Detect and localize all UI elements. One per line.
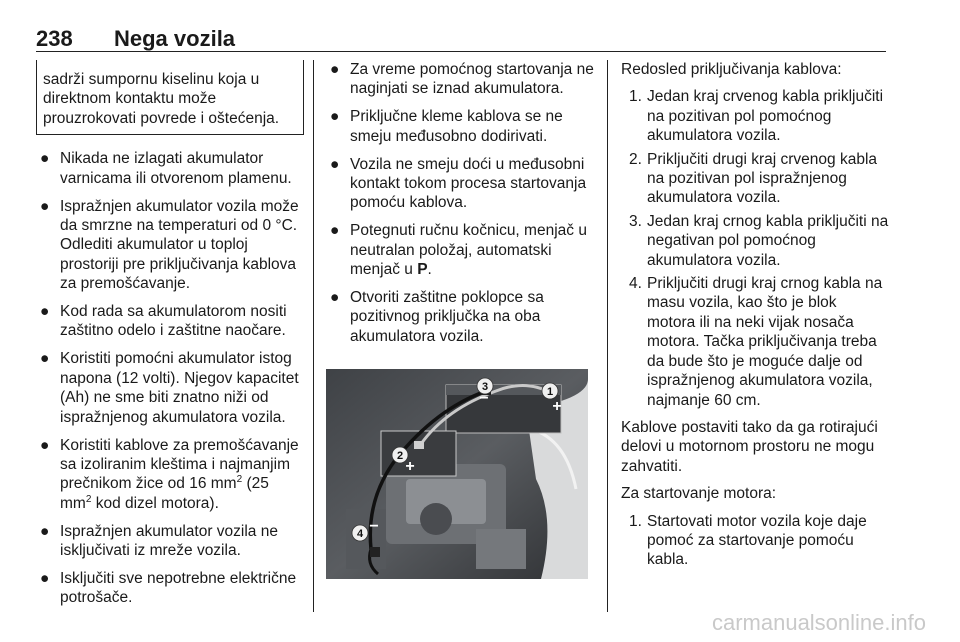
list-item: ● Otvoriti zaštitne poklopce sa pozitivnog priključka na oba akumulatora vozila. — [330, 289, 544, 345]
brake-text: Potegnuti ručnu kočnicu, menjač u neutralan položaj, automatski menjač u — [350, 222, 587, 279]
gear-p: P — [417, 261, 428, 279]
chapter-title: Nega vozila — [114, 26, 236, 51]
plus-sign-1: + — [552, 397, 562, 415]
label-3: 3 — [481, 380, 489, 393]
list-item-text: Ispražnjen akumulator vozila ne isključivati iz mreže vozila. — [60, 522, 278, 560]
step-text: Jedan kraj crnog kabla priključiti na negativan pol pomoćnog akumulatora vozila. — [647, 212, 889, 269]
routing-paragraph: Kablove postaviti tako da ga rotirajući delovi u motornom prostoru ne mogu zahvatiti. — [621, 418, 878, 475]
step-text: Startovati motor vozila koje daje pomoć za startovanje pomoću kabla. — [647, 512, 867, 569]
step-number: 1. — [629, 512, 642, 530]
label-2: 2 — [396, 449, 404, 462]
step-number: 3. — [629, 212, 642, 230]
step-item — [621, 150, 889, 208]
warning-text: sadrži sumpornu kiselinu koja u direktnom kontaktu može prouzrokovati povrede i oštećenja. — [43, 71, 280, 127]
list-item: ● Kod rada sa akumulatorom nositi zaštitno odelo i zaštitne naočare. — [40, 303, 287, 340]
list-item-text: Priključne kleme kablova se ne smeju međusobno dodirivati. — [350, 108, 563, 145]
cable-text-b: (25 mm — [60, 475, 269, 512]
warning-box — [36, 60, 304, 135]
minus-sign-4: − — [369, 517, 379, 535]
column-divider-2 — [607, 60, 608, 612]
header-rule — [36, 51, 886, 52]
step-number: 4. — [629, 275, 642, 293]
step-text: Jedan kraj crvenog kabla priključiti na pozitivan pol pomoćnog akumulatora vozila. — [647, 88, 884, 145]
step-text: Priključiti drugi kraj crnog kabla na masu vozila, kao što je blok motora ili na neki vijak nosača motora. Tačka priključivanja treba da bude što je moguće dalje od ispražnjenog akumulatora vozila, najmanje 60 cm. — [647, 275, 883, 409]
superscript: 2 — [85, 493, 92, 505]
list-item-text: Nikada ne izlagati akumulator varnicama ili otvorenom plamenu. — [60, 150, 292, 187]
page-number: 238 — [36, 26, 73, 51]
column-1 — [36, 60, 304, 616]
step-item — [621, 212, 889, 270]
brake-end: . — [427, 261, 432, 279]
start-heading: Za startovanje motora: — [621, 485, 777, 503]
sequence-intro: Redosled priključivanja kablova: — [621, 61, 842, 78]
list-item: ● Priključne kleme kablova se ne smeju međusobno dodirivati. — [330, 108, 563, 145]
list-item: ● Ispražnjen akumulator vozila ne isključivati iz mreže vozila. — [40, 522, 278, 560]
list-item-text: Kod rada sa akumulatorom nositi zaštitno odelo i zaštitne naočare. — [60, 303, 287, 340]
connection-steps — [621, 87, 889, 410]
list-item-brake: ● Potegnuti ručnu kočnicu, menjač u neutralan položaj, automatski menjač u P. — [330, 222, 587, 279]
list-item: ● Vozila ne smeju doći u međusobni kontakt tokom procesa startovanja pomoću kablova. — [330, 155, 587, 212]
column-3 — [621, 60, 889, 578]
list-item-text: Vozila ne smeju doći u međusobni kontakt tokom procesa startovanja pomoću kablova. — [350, 155, 587, 212]
step-item — [621, 512, 889, 570]
list-item-text: Koristiti pomoćni akumulator istog napona (12 volti). Njegov kapacitet (Ah) ne sme biti znatno niži od ispražnjenog akumulatora vozila. — [60, 350, 299, 426]
list-item: ● Koristiti pomoćni akumulator istog napona (12 volti). Njegov kapacitet (Ah) ne sme biti znatno niži od ispražnjenog akumulatora vozila. — [40, 350, 299, 426]
watermark: carmanualsonline.info — [711, 610, 926, 635]
cable-text-c: kod dizel motora). — [91, 494, 219, 512]
cable-text-a: Koristiti kablove za premošćavanje sa izoliranim kleštima i najmanjim prečnikom žice od 16 mm — [60, 436, 299, 493]
step-item — [621, 274, 889, 410]
step-number: 1. — [629, 88, 642, 106]
step-number: 2. — [629, 150, 642, 168]
column-2 — [326, 60, 594, 584]
list-item: ● Nikada ne izlagati akumulator varnicama ili otvorenom plamenu. — [40, 150, 292, 187]
column-divider-1 — [313, 60, 314, 612]
superscript: 2 — [236, 474, 243, 486]
label-1: 1 — [546, 385, 554, 398]
list-item-text: Otvoriti zaštitne poklopce sa pozitivnog priključka na oba akumulatora vozila. — [350, 289, 544, 345]
list-item-text: Ispražnjen akumulator vozila može da smrzne na temperaturi od 0 °C. Odlediti akumulator u toploj prostoriji pre priključivanja kablova za premošćavanje. — [60, 197, 299, 293]
label-4: 4 — [356, 527, 364, 540]
list-item: ● Za vreme pomoćnog startovanja ne naginjati se iznad akumulatora. — [330, 61, 594, 98]
list-item-cables: ● Koristiti kablove za premošćavanje sa izoliranim kleštima i najmanjim prečnikom žice od 16 $mm^2$ (25 $mm^2$ kod dizel motora). — [40, 436, 299, 512]
step-text: Priključiti drugi kraj crvenog kabla na pozitivan pol ispražnjenog akumulatora vozila. — [647, 150, 878, 207]
list-item-text: Za vreme pomoćnog startovanja ne naginjati se iznad akumulatora. — [350, 61, 594, 98]
step-item — [621, 87, 889, 145]
list-item: ● Isključiti sve nepotrebne električne potrošače. — [40, 569, 297, 607]
start-steps — [621, 512, 889, 570]
minus-sign-3: − — [479, 389, 489, 407]
safety-list — [36, 149, 304, 608]
plus-sign-2: + — [405, 457, 415, 475]
procedure-list — [326, 60, 594, 346]
list-item: ● Ispražnjen akumulator vozila može da smrzne na temperaturi od 0 °C. Odlediti akumulator u toploj prostoriji pre priključivanja kablova za premošćavanje. — [40, 197, 299, 293]
list-item-text: Isključiti sve nepotrebne električne potrošače. — [60, 569, 297, 607]
jump-start-illustration — [326, 369, 588, 579]
